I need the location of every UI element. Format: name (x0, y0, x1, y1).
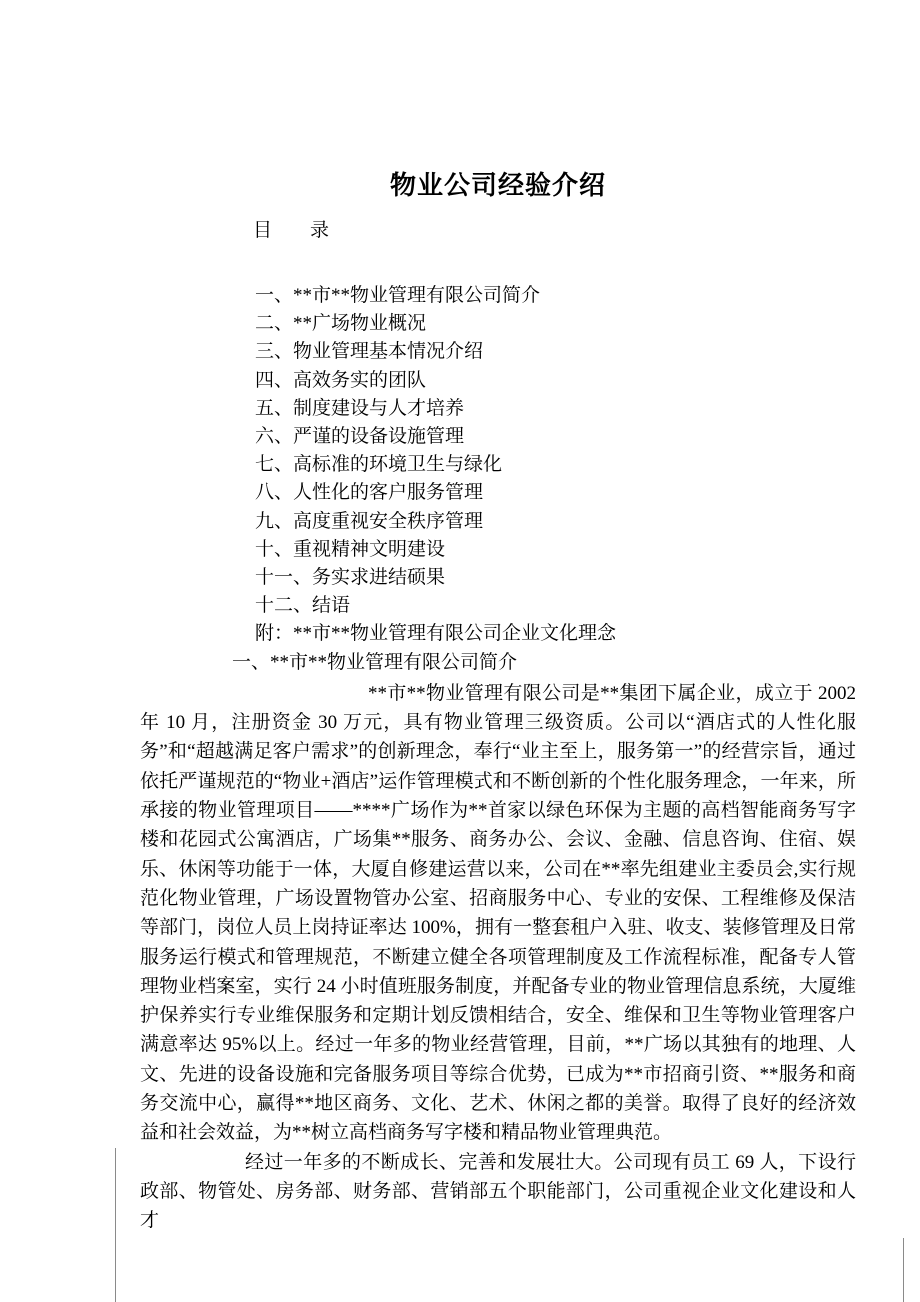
page-border-left-line (115, 1148, 116, 1302)
toc-item: 一、**市**物业管理有限公司简介 (255, 285, 541, 306)
document-content (140, 168, 856, 1235)
page-border-right-line (903, 1238, 904, 1302)
toc-list (140, 282, 856, 649)
toc-heading: 目 录 (253, 220, 330, 241)
toc-item: 七、高标准的环境卫生与绿化 (255, 454, 503, 476)
toc-item: 二、**广场物业概况 (255, 313, 427, 335)
section-heading: 一、**市**物业管理有限公司简介 (232, 651, 518, 673)
toc-item: 九、高度重视安全秩序管理 (255, 510, 484, 532)
toc-item: 十一、务实求进结硕果 (255, 567, 446, 589)
toc-item: 三、物业管理基本情况介绍 (255, 341, 484, 363)
body-paragraph-2: 经过一年多的不断成长、完善和发展壮大。公司现有员工 69 人，下设行政部、物管处、房务部、财务部、营销部五个职能部门，公司重视企业文化建设和人才 (140, 1151, 856, 1232)
toc-item: 八、人性化的客户服务管理 (255, 482, 484, 504)
toc-item: 五、制度建设与人才培养 (255, 397, 465, 419)
toc-item-attachment: 附：**市**物业管理有限公司企业文化理念 (255, 623, 617, 645)
page-title: 物业公司经验介绍 (389, 170, 606, 200)
toc-item: 十二、结语 (255, 595, 351, 617)
toc-item: 十、重视精神文明建设 (255, 538, 446, 560)
body-paragraph-1: **市**物业管理有限公司是**集团下属企业，成立于 2002 年 10 月，注册资金 30 万元，具有物业管理三级资质。公司以“酒店式的人性化服务”和“超越满足客户需求”的创新理念，奉行“业主至上，服务第一”的经营宗旨，通过依托严谨规范的“物业+酒店”运作管理模式和不断创新的个性化服务理念，一年来，所承接的物业管理项目——****广场作为**首家以绿色环保为主题的高档智能商务写字楼和花园式公寓酒店，广场集**服务、商务办公、会议、金融、信息咨询、住宿、娱乐、休闲等功能于一体，大厦自修建运营以来，公司在**率先组建业主委员会,实行规范化物业管理，广场设置物管办公室、招商服务中心、专业的安保、工程维修及保洁等部门，岗位人员上岗持证率达 100%，拥有一整套租户入驻、收支、装修管理及日常服务运行模式和管理规范，不断建立健全各项管理制度及工作流程标准，配备专人管理物业档案室，实行 24 小时值班服务制度，并配备专业的物业管理信息系统，大厦维护保养实行专业维保服务和定期计划反馈相结合，安全、维保和卫生等物业管理客户满意率达 95%以上。经过一年多的物业经营管理，目前，**广场以其独有的地理、人文、先进的设备设施和完备服务项目等综合优势，已成为**市招商引资、**服务和商务交流中心，赢得**地区商务、文化、艺术、休闲之都的美誉。取得了良好的经济效益和社会效益，为**树立高档商务写字楼和精品物业管理典范。 (140, 682, 856, 1144)
toc-item: 六、严谨的设备设施管理 (255, 426, 465, 448)
toc-item: 四、高效务实的团队 (255, 369, 427, 391)
